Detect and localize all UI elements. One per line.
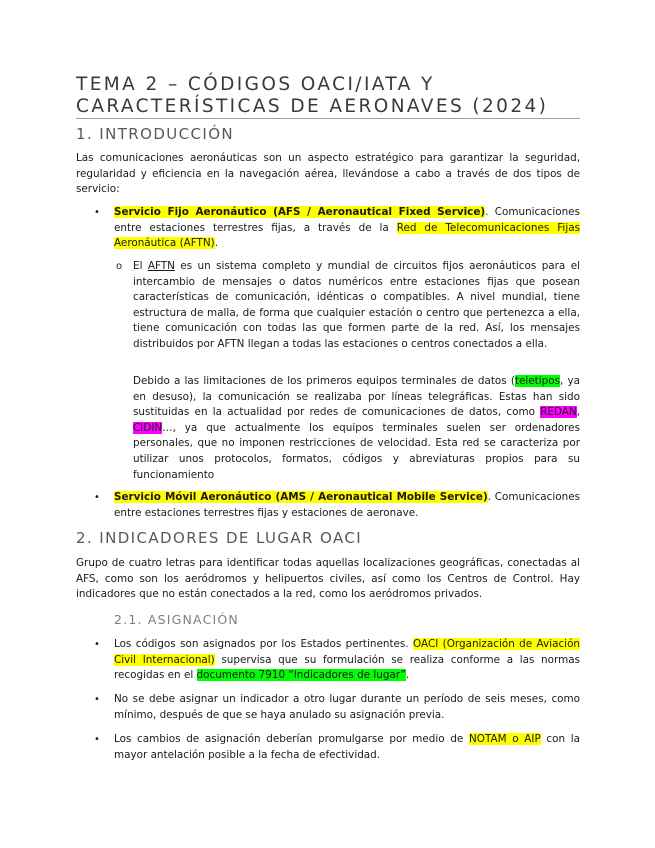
- bullet-icon: •: [94, 492, 100, 503]
- afs-text-1: . Comunicaciones entre estaciones terrestres fijas, a través de la: [114, 206, 580, 234]
- list-item-codigos: [114, 637, 580, 684]
- limits-text-3: ,: [576, 406, 580, 419]
- list-item-aftn: [133, 259, 580, 353]
- limits-text-1: Debido a las limitaciones de los primeros equipos terminales de datos (: [133, 375, 515, 387]
- list-item-afs: [114, 205, 580, 252]
- limits-text-2: , ya en desuso), la comunicación se realizaba por líneas telegráficas. Estas han sido sustituidas en la actualidad por redes de comunicaciones de datos, como: [133, 375, 581, 419]
- bullet-icon: •: [94, 734, 100, 745]
- title-underline: [76, 118, 580, 119]
- teletipos-term: teletipos: [514, 375, 561, 387]
- afs-term: Servicio Fijo Aeronáutico (AFS / Aeronautical Fixed Service): [114, 206, 486, 218]
- documento-7910-term: documento 7910 “Indicadores de lugar”: [196, 669, 406, 682]
- document-title: TEMA 2 – CÓDIGOS OACI/IATA Y CARACTERÍSTICAS DE AERONAVES (2024): [76, 74, 549, 117]
- b3-text-2: con la mayor antelación posible a la fecha de efectividad.: [114, 733, 581, 761]
- aftn-pre: El: [133, 260, 148, 272]
- section-heading-indicadores: 2. INDICADORES DE LUGAR OACI: [76, 529, 363, 547]
- list-item-reasignacion: No se debe asignar un indicador a otro lugar durante un período de seis meses, como mínimo, después de que se haya anulado su asignación previa.: [114, 693, 580, 721]
- bullet-icon: •: [94, 639, 100, 650]
- aftn-text: es un sistema completo y mundial de circuitos fijos aeronáuticos para el intercambio de mensajes o datos numéricos entre estaciones fijas que posean características de comunicación, idénticas o compatibles. A nivel mundial, tiene estructura de malla, de forma que cualquier estación o centro que pertenezca a ella, tiene comunicación con todas las que formen parte de la red. Así, los mensajes distribuidos por AFTN llegan a todas las estaciones o centros conectados a ella.: [133, 260, 580, 350]
- paragraph-limitaciones: [133, 374, 580, 483]
- b1-text-3: .: [405, 669, 410, 682]
- section-heading-introduccion: 1. INTRODUCCIÓN: [76, 125, 235, 143]
- intro-paragraph: Las comunicaciones aeronáuticas son un aspecto estratégico para garantizar la seguridad, regularidad y eficiencia en la navegación aérea, llevándose a cabo a través de dos tipos de servicio:: [76, 152, 580, 196]
- subsection-heading-asignacion: 2.1. ASIGNACIÓN: [114, 612, 239, 627]
- notam-aip-term: NOTAM o AIP: [469, 733, 541, 745]
- ams-text: . Comunicaciones entre estaciones terrestres fijas y estaciones de aeronave.: [114, 491, 581, 519]
- list-item-cambios: [114, 732, 580, 763]
- aftn-abbr: AFTN: [147, 260, 175, 272]
- afs-text-2: .: [214, 237, 219, 250]
- b1-text-2: supervisa que su formulación se realiza conforme a las normas recogidas en el: [114, 653, 580, 682]
- indicadores-paragraph: Grupo de cuatro letras para identificar todas aquellas localizaciones geográficas, conectadas al AFS, como son los aeródromos y helipuertos civiles, así como los Centros de Control. Hay indicadores que no están conectados a la red, como los aeródromos privados.: [76, 557, 580, 601]
- b3-text-1: Los cambios de asignación deberían promulgarse por medio de: [114, 733, 469, 745]
- bullet-icon: •: [94, 694, 100, 705]
- b1-text-1: Los códigos son asignados por los Estados pertinentes.: [114, 638, 414, 650]
- bullet-icon: •: [94, 207, 100, 218]
- ams-term: Servicio Móvil Aeronáutico (AMS / Aeronautical Mobile Service): [114, 491, 488, 503]
- oaci-term: OACI (Organización de Aviación Civil Internacional): [114, 638, 581, 666]
- cidin-term: CIDIN: [133, 421, 163, 434]
- list-item-ams: [114, 490, 580, 521]
- limits-text-4: …, ya que actualmente los equipos terminales suelen ser ordenadores personales, que no imponen restricciones de velocidad. Esta red se caracteriza por utilizar unos protocolos, formatos, códigos y abreviaturas propios para su funcionamiento: [133, 421, 580, 481]
- aftn-network-name: Red de Telecomunicaciones Fijas Aeronáutica (AFTN): [114, 221, 580, 250]
- sub-bullet-icon: o: [116, 261, 123, 272]
- redan-term: REDAN: [540, 406, 577, 419]
